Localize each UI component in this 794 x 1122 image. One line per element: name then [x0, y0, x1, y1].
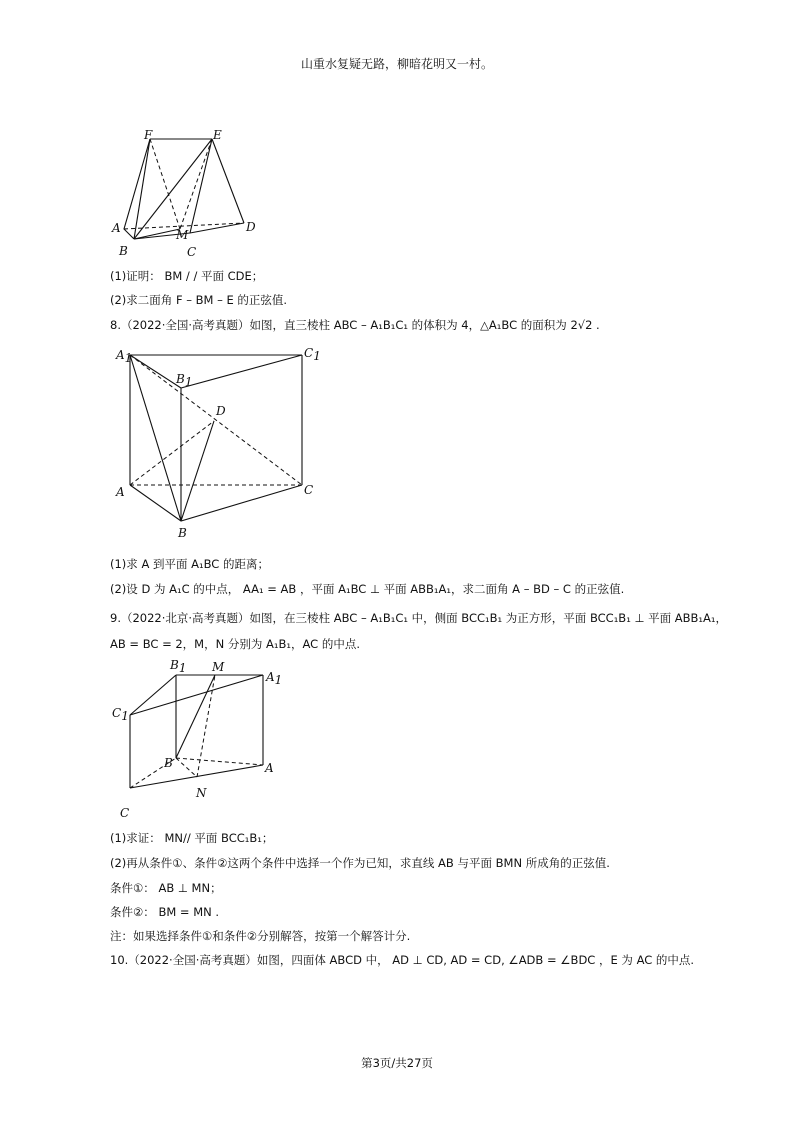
p8-question-1: (1)求 A 到平面 A₁BC 的距离；	[110, 557, 269, 571]
p7-question-2: (2)求二面角 F – BM – E 的正弦值.	[110, 293, 288, 307]
label-D: D	[246, 220, 256, 234]
p9-question-2: (2)再从条件①、条件②这两个条件中选择一个作为已知，求直线 AB 与平面 BMN 所成角的正弦值.	[110, 856, 610, 870]
p10-stem: 10.（2022·全国·高考真题）如图，四面体 ABCD 中， AD ⊥ CD, AD = CD, ∠ADB = ∠BDC ，E 为 AC 的中点.	[110, 953, 695, 967]
p9-condition-2: 条件②： BM = MN .	[110, 905, 220, 919]
label-A1: A1	[266, 670, 283, 687]
page-header-motto: 山重水复疑无路，柳暗花明又一村。	[300, 57, 493, 71]
p9-condition-1: 条件①： AB ⊥ MN；	[110, 881, 222, 895]
label-A: A	[116, 485, 125, 499]
label-B: B	[119, 244, 128, 258]
label-C1: C1	[304, 346, 321, 363]
label-F: F	[144, 128, 153, 142]
label-B1: B1	[170, 658, 187, 675]
figure-prism-abc-a1b1c1	[110, 345, 320, 540]
p9-question-1: (1)求证： MN// 平面 BCC₁B₁；	[110, 831, 274, 845]
label-C1: C1	[112, 706, 129, 723]
label-M: M	[212, 660, 225, 674]
label-B: B	[178, 526, 187, 540]
label-N: N	[196, 786, 207, 800]
page-footer-number: 第3页/共27页	[361, 1056, 433, 1070]
p8-stem: 8.（2022·全国·高考真题）如图，直三棱柱 ABC – A₁B₁C₁ 的体积为 4，△A₁BC 的面积为 2√2 .	[110, 318, 600, 332]
label-A: A	[112, 221, 121, 235]
p8-question-2: (2)设 D 为 A₁C 的中点， AA₁ = AB ，平面 A₁BC ⊥ 平面 ABB₁A₁，求二面角 A – BD – C 的正弦值.	[110, 582, 625, 596]
label-B1: B1	[176, 372, 193, 389]
label-C: C	[120, 806, 130, 820]
label-A1: A1	[116, 348, 133, 365]
label-M: M	[176, 228, 189, 242]
figure-prism-bcc1b1	[110, 655, 285, 825]
p9-stem-line-1: 9.（2022·北京·高考真题）如图，在三棱柱 ABC – A₁B₁C₁ 中，侧面 BCC₁B₁ 为正方形，平面 BCC₁B₁ ⊥ 平面 ABB₁A₁，	[110, 611, 728, 625]
label-C: C	[304, 483, 314, 497]
p9-note: 注：如果选择条件①和条件②分别解答，按第一个解答计分.	[110, 929, 411, 943]
label-E: E	[213, 128, 222, 142]
label-D: D	[216, 404, 226, 418]
label-C: C	[187, 245, 197, 259]
p9-stem-line-2: AB = BC = 2，M，N 分别为 A₁B₁，AC 的中点.	[110, 637, 361, 651]
figure-polyhedron-abcdef	[110, 125, 270, 265]
label-B: B	[164, 756, 173, 770]
label-A: A	[265, 761, 274, 775]
p7-question-1: (1)证明： BM / / 平面 CDE；	[110, 269, 264, 283]
